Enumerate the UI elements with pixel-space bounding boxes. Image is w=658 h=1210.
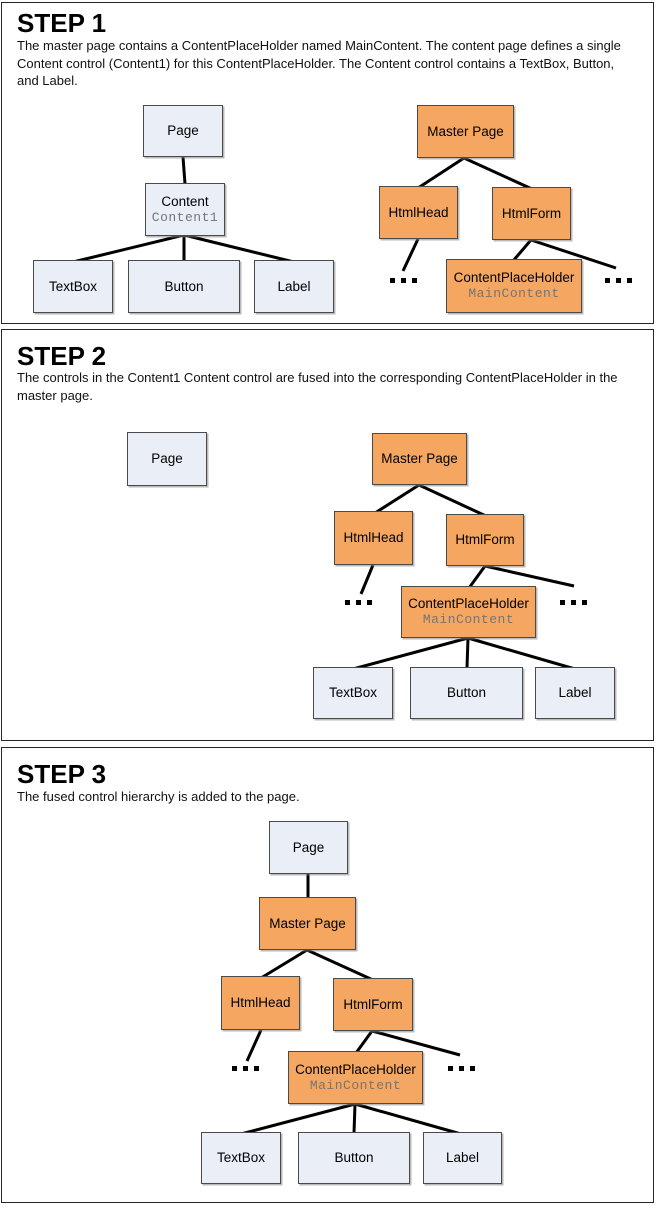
step2-heading: STEP 2 [17, 341, 107, 371]
step1-heading: STEP 1 [17, 8, 107, 38]
step1-textbox-node [33, 260, 113, 313]
ellipsis-icon [448, 1066, 475, 1071]
step3-textbox-node [201, 1132, 281, 1184]
step2-htmlform-node [446, 514, 524, 566]
ellipsis-icon [232, 1066, 259, 1071]
node-label: HtmlForm [455, 532, 515, 547]
node-label: TextBox [216, 1150, 266, 1165]
step3-master-page-node [259, 897, 356, 950]
ellipsis-icon [560, 600, 587, 605]
step1-page-node [143, 105, 223, 157]
step3-heading: STEP 3 [17, 759, 107, 789]
step1-description: The master page contains a ContentPlaceHolder named MainContent. The content page defines a single Content control (Content1) for this ContentPlaceHolder. The Content control contains a TextBox, Button, and Label. [17, 38, 621, 88]
node-id-label: MainContent [422, 612, 515, 627]
step3-button-node [298, 1132, 410, 1184]
node-label: Button [334, 1150, 374, 1165]
node-label: Button [164, 278, 204, 294]
node-id-label: MainContent [468, 286, 560, 301]
step3-htmlhead-node [221, 976, 300, 1030]
ellipsis-icon [345, 600, 372, 605]
step3-label-node [423, 1132, 502, 1184]
step1-content-node [145, 183, 225, 236]
step2-htmlhead-node [334, 511, 413, 565]
step1-label-node [254, 260, 334, 313]
step3-htmlform-node [333, 978, 413, 1031]
node-label: Label [445, 1150, 480, 1165]
node-label: Page [292, 839, 325, 855]
step2-button-node [410, 667, 523, 719]
ellipsis-icon [605, 278, 632, 283]
node-label: Master Page [381, 451, 458, 466]
node-label: Label [277, 278, 311, 294]
node-label: Master Page [427, 123, 504, 139]
step1-htmlform-node [492, 187, 571, 240]
node-label: Master Page [269, 915, 346, 931]
step3-contentplaceholder-node [288, 1051, 423, 1104]
step2-page-node [127, 432, 207, 486]
node-label: ContentPlaceHolder [453, 270, 575, 285]
node-id-label: MainContent [309, 1077, 402, 1093]
node-label: HtmlHead [230, 995, 291, 1010]
step1-htmlhead-node [379, 186, 458, 239]
node-label: Page [151, 451, 183, 466]
node-label: HtmlHead [388, 204, 449, 220]
node-label: TextBox [48, 278, 98, 294]
node-label: ContentPlaceHolder [295, 1061, 416, 1077]
step1-contentplaceholder-node [446, 259, 582, 313]
step3-description: The fused control hierarchy is added to the page. [17, 789, 300, 804]
node-label: HtmlForm [343, 996, 403, 1012]
step1-master-page-node [417, 105, 514, 158]
node-label: Content [161, 193, 209, 209]
node-label: ContentPlaceHolder [408, 596, 529, 611]
node-label: HtmlHead [343, 530, 404, 545]
node-label: Button [446, 685, 487, 700]
step2-textbox-node [313, 667, 393, 719]
step2-contentplaceholder-node [401, 586, 536, 638]
node-label: Page [167, 123, 199, 138]
step3-page-node [269, 821, 348, 874]
step2-master-page-node [372, 433, 467, 485]
node-id-label: Content1 [151, 209, 219, 225]
node-label: Label [558, 685, 592, 700]
node-label: TextBox [328, 685, 378, 700]
node-label: HtmlForm [501, 205, 562, 221]
ellipsis-icon [390, 278, 417, 283]
step2-label-node [535, 667, 615, 719]
step1-button-node [128, 260, 240, 313]
step2-description: The controls in the Content1 Content control are fused into the corresponding ContentPlaceHolder in the master page. [17, 370, 618, 403]
